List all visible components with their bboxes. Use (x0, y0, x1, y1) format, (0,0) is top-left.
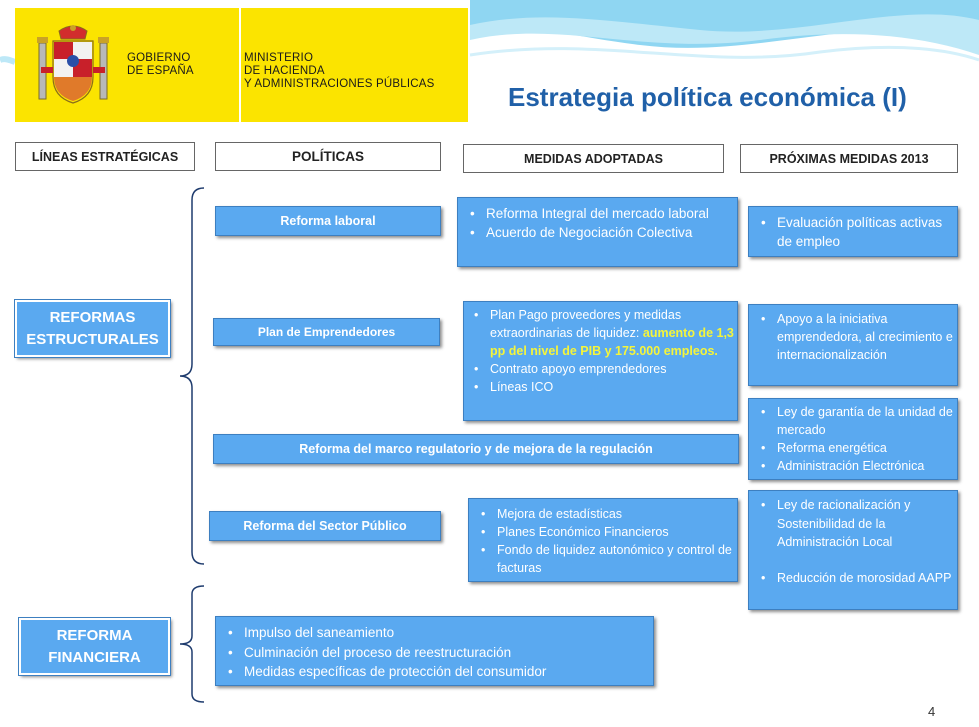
list-item: • Planes Económico Financieros (479, 523, 737, 541)
list-item: • Ley de racionalización y Sostenibilidad de la Administración Local (759, 496, 957, 552)
header-proximas-medidas: PRÓXIMAS MEDIDAS 2013 (740, 144, 958, 173)
medida-plan-pago: Plan Pago proveedores y medidas extraordinarias de liquidez: (490, 308, 682, 340)
list-item: • Medidas específicas de protección del consumidor (226, 662, 653, 682)
ministry-name: MINISTERIO DE HACIENDA Y ADMINISTRACIONES PÚBLICAS (244, 52, 435, 90)
list-item: • Líneas ICO (472, 378, 737, 396)
medida-highlight: aumento de 1,3 pp del nivel de PIB y 175.000 empleos. (490, 326, 734, 358)
reformas-line1: REFORMAS (49, 308, 136, 326)
policy-reforma-sector-publico: Reforma del Sector Público (209, 511, 441, 541)
financiera-line2: FINANCIERA (48, 648, 141, 666)
reformas-brace (176, 186, 208, 566)
reforma-financiera-box (19, 618, 170, 675)
list-item: • Fondo de liquidez autonómico y control de facturas (479, 541, 737, 577)
header-medidas-adoptadas: MEDIDAS ADOPTADAS (463, 144, 724, 173)
list-item: • Reforma Integral del mercado laboral (468, 204, 737, 223)
medidas-laboral-box (457, 197, 738, 267)
list-item: • Reforma energética (759, 439, 957, 457)
page-title: Estrategia política económica (I) (508, 82, 907, 112)
list-item: • Culminación del proceso de reestructuración (226, 643, 653, 663)
reformas-estructurales-box (15, 300, 170, 357)
policy-plan-emprendedores: Plan de Emprendedores (213, 318, 440, 346)
list-item: • Impulso del saneamiento (226, 623, 653, 643)
header-politicas: POLÍTICAS (215, 142, 441, 171)
medidas-emprendedores-box (463, 301, 738, 421)
list-item: • Evaluación políticas activas de empleo (759, 213, 957, 251)
financiera-line1: REFORMA (56, 626, 133, 644)
list-item (472, 306, 737, 360)
list-item: • Apoyo a la iniciativa emprendedora, al crecimiento e internacionalización (759, 310, 957, 364)
list-item: • Acuerdo de Negociación Colectiva (468, 223, 737, 242)
list-item: • Reducción de morosidad AAPP (759, 569, 957, 588)
gov-name: GOBIERNO DE ESPAÑA (127, 52, 194, 77)
list-item: • Contrato apoyo emprendedores (472, 360, 737, 378)
policy-reforma-marco-regulatorio: Reforma del marco regulatorio y de mejora de la regulación (213, 434, 739, 464)
list-item: • Ley de garantía de la unidad de mercado (759, 403, 957, 439)
proximas-emprendedores-box (748, 304, 958, 386)
government-logo-bar (15, 8, 468, 122)
list-item: • Mejora de estadísticas (479, 505, 737, 523)
reformas-line2: ESTRUCTURALES (26, 330, 159, 348)
policy-reforma-laboral: Reforma laboral (215, 206, 441, 236)
coat-of-arms-icon (37, 23, 109, 109)
proximas-marco-box (748, 398, 958, 480)
logo-separator (239, 8, 241, 122)
page-number: 4 (928, 704, 936, 719)
medidas-sector-box (468, 498, 738, 582)
header-lineas-estrategicas: LÍNEAS ESTRATÉGICAS (15, 142, 195, 171)
proximas-sector-box (748, 490, 958, 610)
list-item: • Administración Electrónica (759, 457, 957, 475)
financiera-brace (176, 584, 208, 706)
medidas-financiera-box (215, 616, 654, 686)
proximas-laboral-box (748, 206, 958, 257)
